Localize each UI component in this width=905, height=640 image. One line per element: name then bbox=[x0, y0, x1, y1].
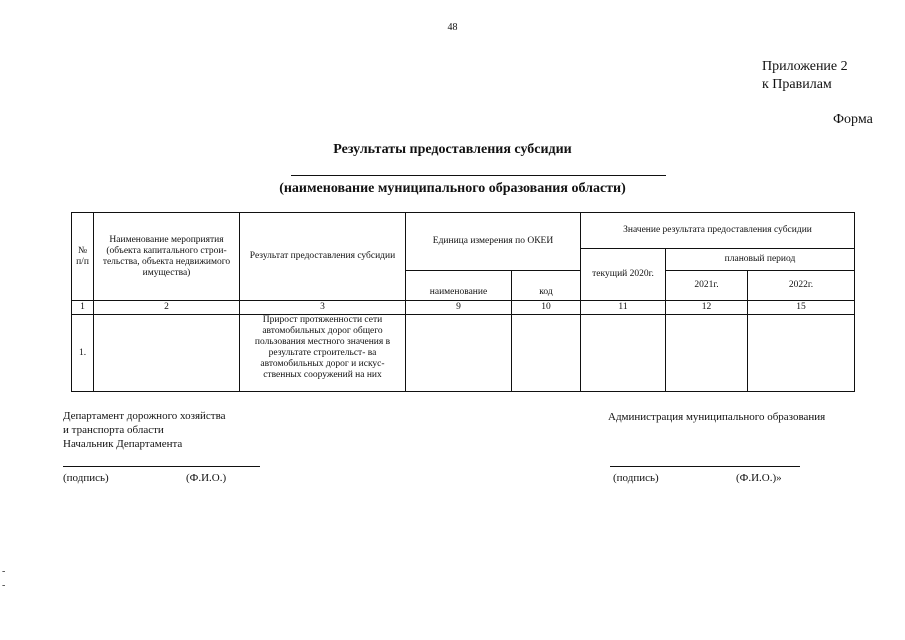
header-event: Наименование мероприятия (объекта капитального строи-тельства, объекта недвижимого имущества) bbox=[94, 213, 240, 301]
caption-name-left: (Ф.И.О.) bbox=[186, 472, 227, 484]
signatory-position: Начальник Департамента bbox=[63, 438, 183, 450]
appendix-line-1: Приложение 2 bbox=[762, 59, 848, 74]
col-number: 15 bbox=[748, 301, 855, 315]
results-table bbox=[71, 212, 855, 392]
form-label: Форма bbox=[833, 112, 873, 127]
caption-name-right: (Ф.И.О.)» bbox=[736, 472, 782, 484]
header-planned-period: плановый период bbox=[666, 249, 855, 271]
header-value: Значение результата предоставления субсидии bbox=[581, 213, 855, 249]
header-current-year: текущий 2020г. bbox=[581, 249, 666, 301]
col-number: 1 bbox=[72, 301, 94, 315]
margin-mark: - bbox=[2, 580, 6, 591]
header-2021: 2021г. bbox=[666, 271, 748, 301]
caption-signature-right: (подпись) bbox=[613, 472, 659, 484]
signature-line-right bbox=[610, 466, 800, 467]
col-number: 9 bbox=[406, 301, 512, 315]
document-subtitle: (наименование муниципального образования области) bbox=[279, 181, 626, 196]
signature-line-left bbox=[63, 466, 260, 467]
row-num: 1. bbox=[72, 315, 94, 392]
document-title: Результаты предоставления субсидии bbox=[333, 142, 572, 157]
col-number: 10 bbox=[512, 301, 581, 315]
department-name-cont: и транспорта области bbox=[63, 424, 164, 436]
page-number: 48 bbox=[447, 22, 458, 33]
col-number: 12 bbox=[666, 301, 748, 315]
signature-block-left bbox=[63, 409, 226, 451]
row-unit-name bbox=[406, 315, 512, 392]
col-number: 11 bbox=[581, 301, 666, 315]
row-event bbox=[94, 315, 240, 392]
row-current bbox=[581, 315, 666, 392]
department-name: Департамент дорожного хозяйства bbox=[63, 410, 226, 422]
col-number: 3 bbox=[240, 301, 406, 315]
caption-signature-left: (подпись) bbox=[63, 472, 109, 484]
header-result: Результат предоставления субсидии bbox=[240, 213, 406, 301]
row-result: Прирост протяженности сети автомобильных дорог общего пользования местного значения в результате строительст- ва автомобильных дорог и искус- ственных сооружений на них bbox=[240, 315, 406, 392]
header-num: № п/п bbox=[72, 213, 94, 301]
table-row bbox=[72, 315, 855, 392]
appendix-reference bbox=[762, 58, 848, 94]
row-2022 bbox=[748, 315, 855, 392]
administration-name: Администрация муниципального образования bbox=[608, 411, 826, 423]
fill-in-line bbox=[291, 175, 666, 176]
signature-block-right bbox=[608, 410, 825, 424]
header-unit-name: наименование bbox=[406, 271, 512, 301]
margin-mark: - bbox=[2, 566, 6, 577]
row-unit-code bbox=[512, 315, 581, 392]
header-2022: 2022г. bbox=[748, 271, 855, 301]
header-unit: Единица измерения по ОКЕИ bbox=[406, 213, 581, 271]
row-2021 bbox=[666, 315, 748, 392]
appendix-line-2: к Правилам bbox=[762, 77, 832, 92]
column-number-row bbox=[72, 301, 855, 315]
header-unit-code: код bbox=[512, 271, 581, 301]
col-number: 2 bbox=[94, 301, 240, 315]
